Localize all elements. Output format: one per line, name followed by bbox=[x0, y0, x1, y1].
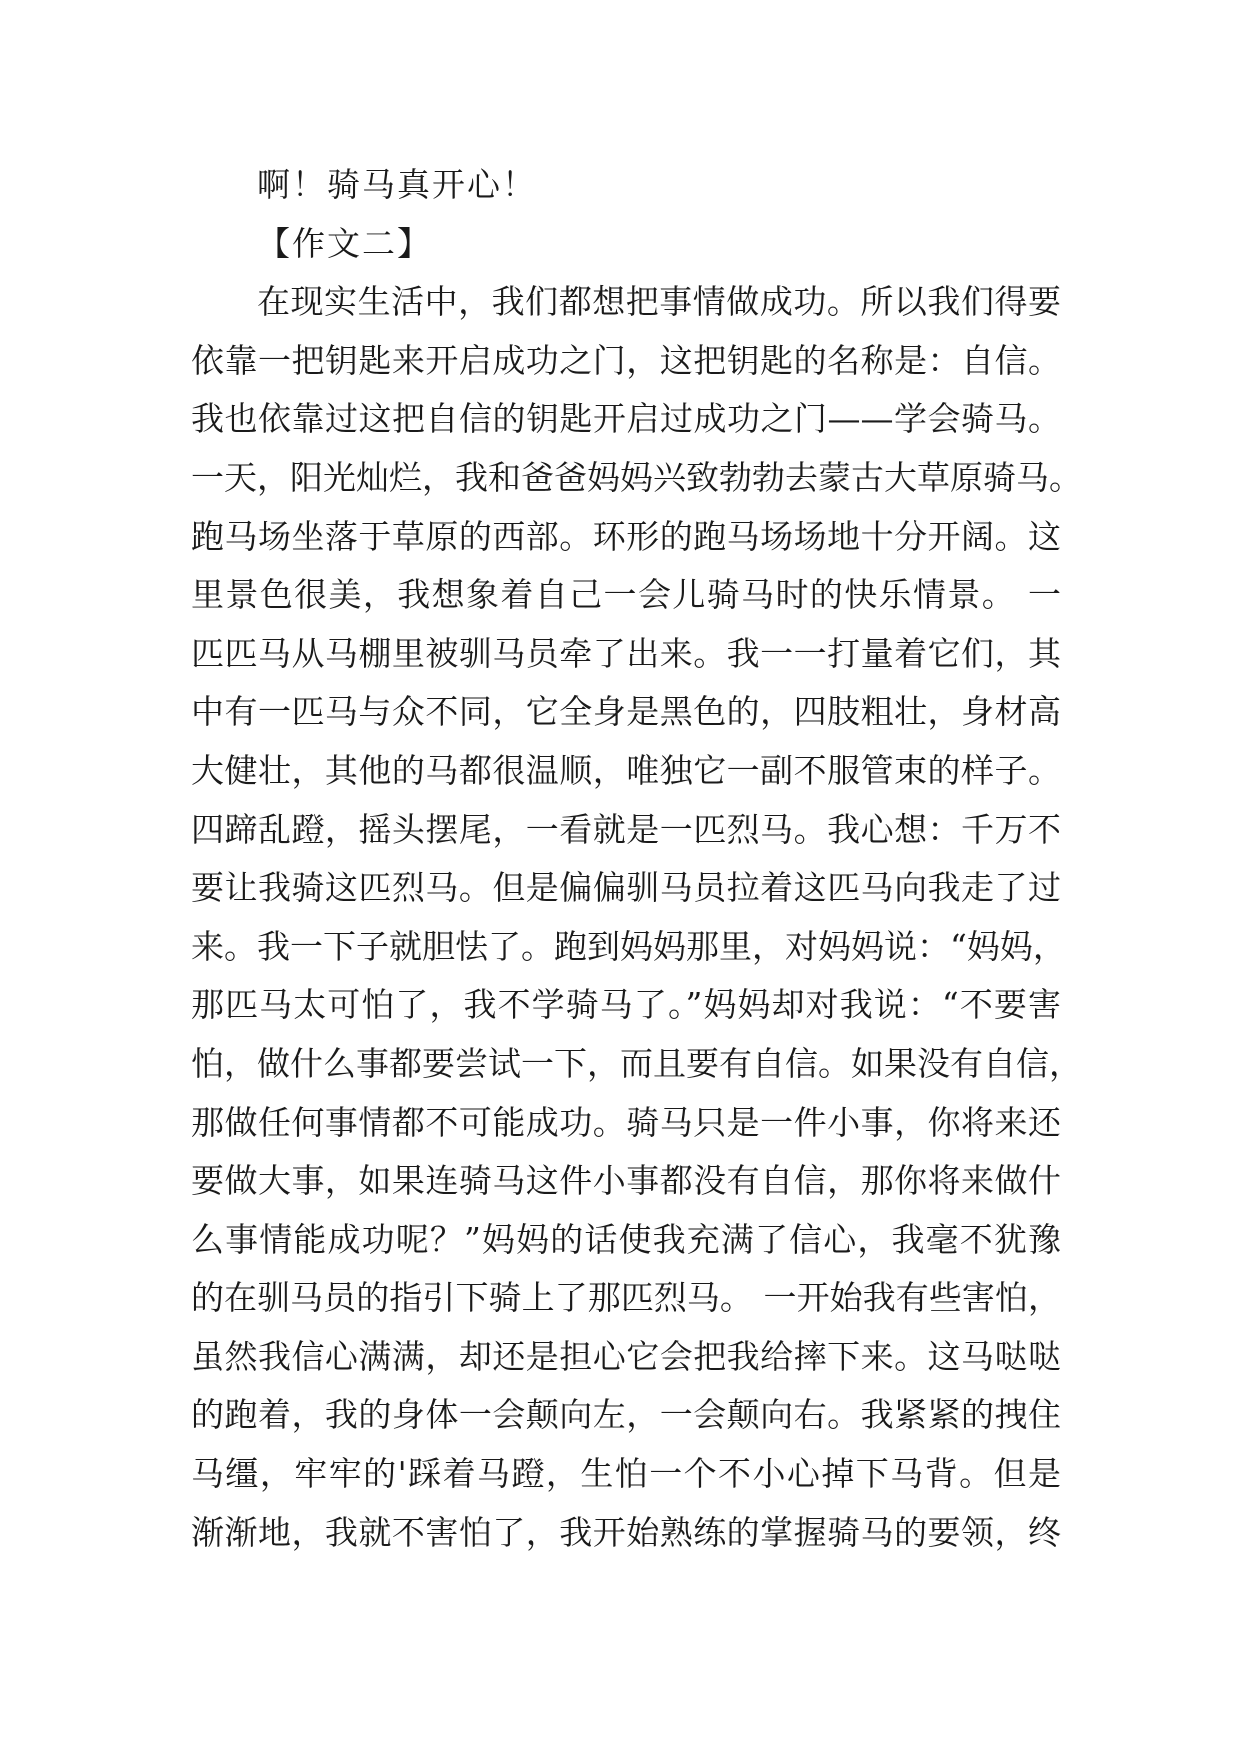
text-line: 匹匹马从马棚里被驯马员牵了出来。我一一打量着它们，其 bbox=[191, 633, 1061, 673]
text-line: 要做大事，如果连骑马这件小事都没有自信，那你将来做什 bbox=[191, 1161, 1061, 1201]
text-line: 我也依靠过这把自信的钥匙开启过成功之门——学会骑马。 bbox=[191, 399, 1061, 439]
text-line: 的在驯马员的指引下骑上了那匹烈马。 一开始我有些害怕， bbox=[191, 1278, 1061, 1318]
text-line: 要让我骑这匹烈马。但是偏偏驯马员拉着这匹马向我走了过 bbox=[191, 868, 1061, 908]
text-line: 依靠一把钥匙来开启成功之门，这把钥匙的名称是：自信。 bbox=[191, 340, 1061, 380]
text-line: 那匹马太可怕了，我不学骑马了。”妈妈却对我说：“不要害 bbox=[191, 985, 1061, 1025]
text-line: 中有一匹马与众不同，它全身是黑色的，四肢粗壮，身材高 bbox=[191, 692, 1061, 732]
text-line: 来。我一下子就胆怯了。跑到妈妈那里，对妈妈说：“妈妈， bbox=[191, 926, 1066, 966]
essay-text bbox=[191, 156, 1082, 1562]
text-line: 一天，阳光灿烂，我和爸爸妈妈兴致勃勃去蒙古大草原骑马。 bbox=[191, 457, 1082, 497]
text-line: 马缰，牢牢的'踩着马蹬，生怕一个不小心掉下马背。但是 bbox=[191, 1454, 1061, 1494]
text-line: 在现实生活中，我们都想把事情做成功。所以我们得要 bbox=[257, 282, 1061, 322]
text-line: 渐渐地，我就不害怕了，我开始熟练的掌握骑马的要领，终 bbox=[191, 1512, 1061, 1552]
text-line: 大健壮，其他的马都很温顺，唯独它一副不服管束的样子。 bbox=[191, 750, 1061, 790]
text-line: 啊！骑马真开心！ bbox=[257, 165, 537, 204]
text-line: 的跑着，我的身体一会颠向左，一会颠向右。我紧紧的拽住 bbox=[191, 1395, 1061, 1435]
text-line: 那做任何事情都不可能成功。骑马只是一件小事，你将来还 bbox=[191, 1102, 1061, 1142]
text-line: 四蹄乱蹬，摇头摆尾，一看就是一匹烈马。我心想：千万不 bbox=[191, 809, 1061, 849]
text-line: 么事情能成功呢？”妈妈的话使我充满了信心，我毫不犹豫 bbox=[191, 1219, 1061, 1259]
text-line: 虽然我信心满满，却还是担心它会把我给摔下来。这马哒哒 bbox=[191, 1336, 1061, 1376]
text-line: 跑马场坐落于草原的西部。环形的跑马场场地十分开阔。这 bbox=[191, 516, 1061, 556]
text-line: 里景色很美，我想象着自己一会儿骑马时的快乐情景。 一 bbox=[191, 575, 1061, 615]
section-heading: 【作文二】 bbox=[257, 223, 432, 263]
text-line: 怕，做什么事都要尝试一下，而且要有自信。如果没有自信， bbox=[191, 1043, 1082, 1083]
